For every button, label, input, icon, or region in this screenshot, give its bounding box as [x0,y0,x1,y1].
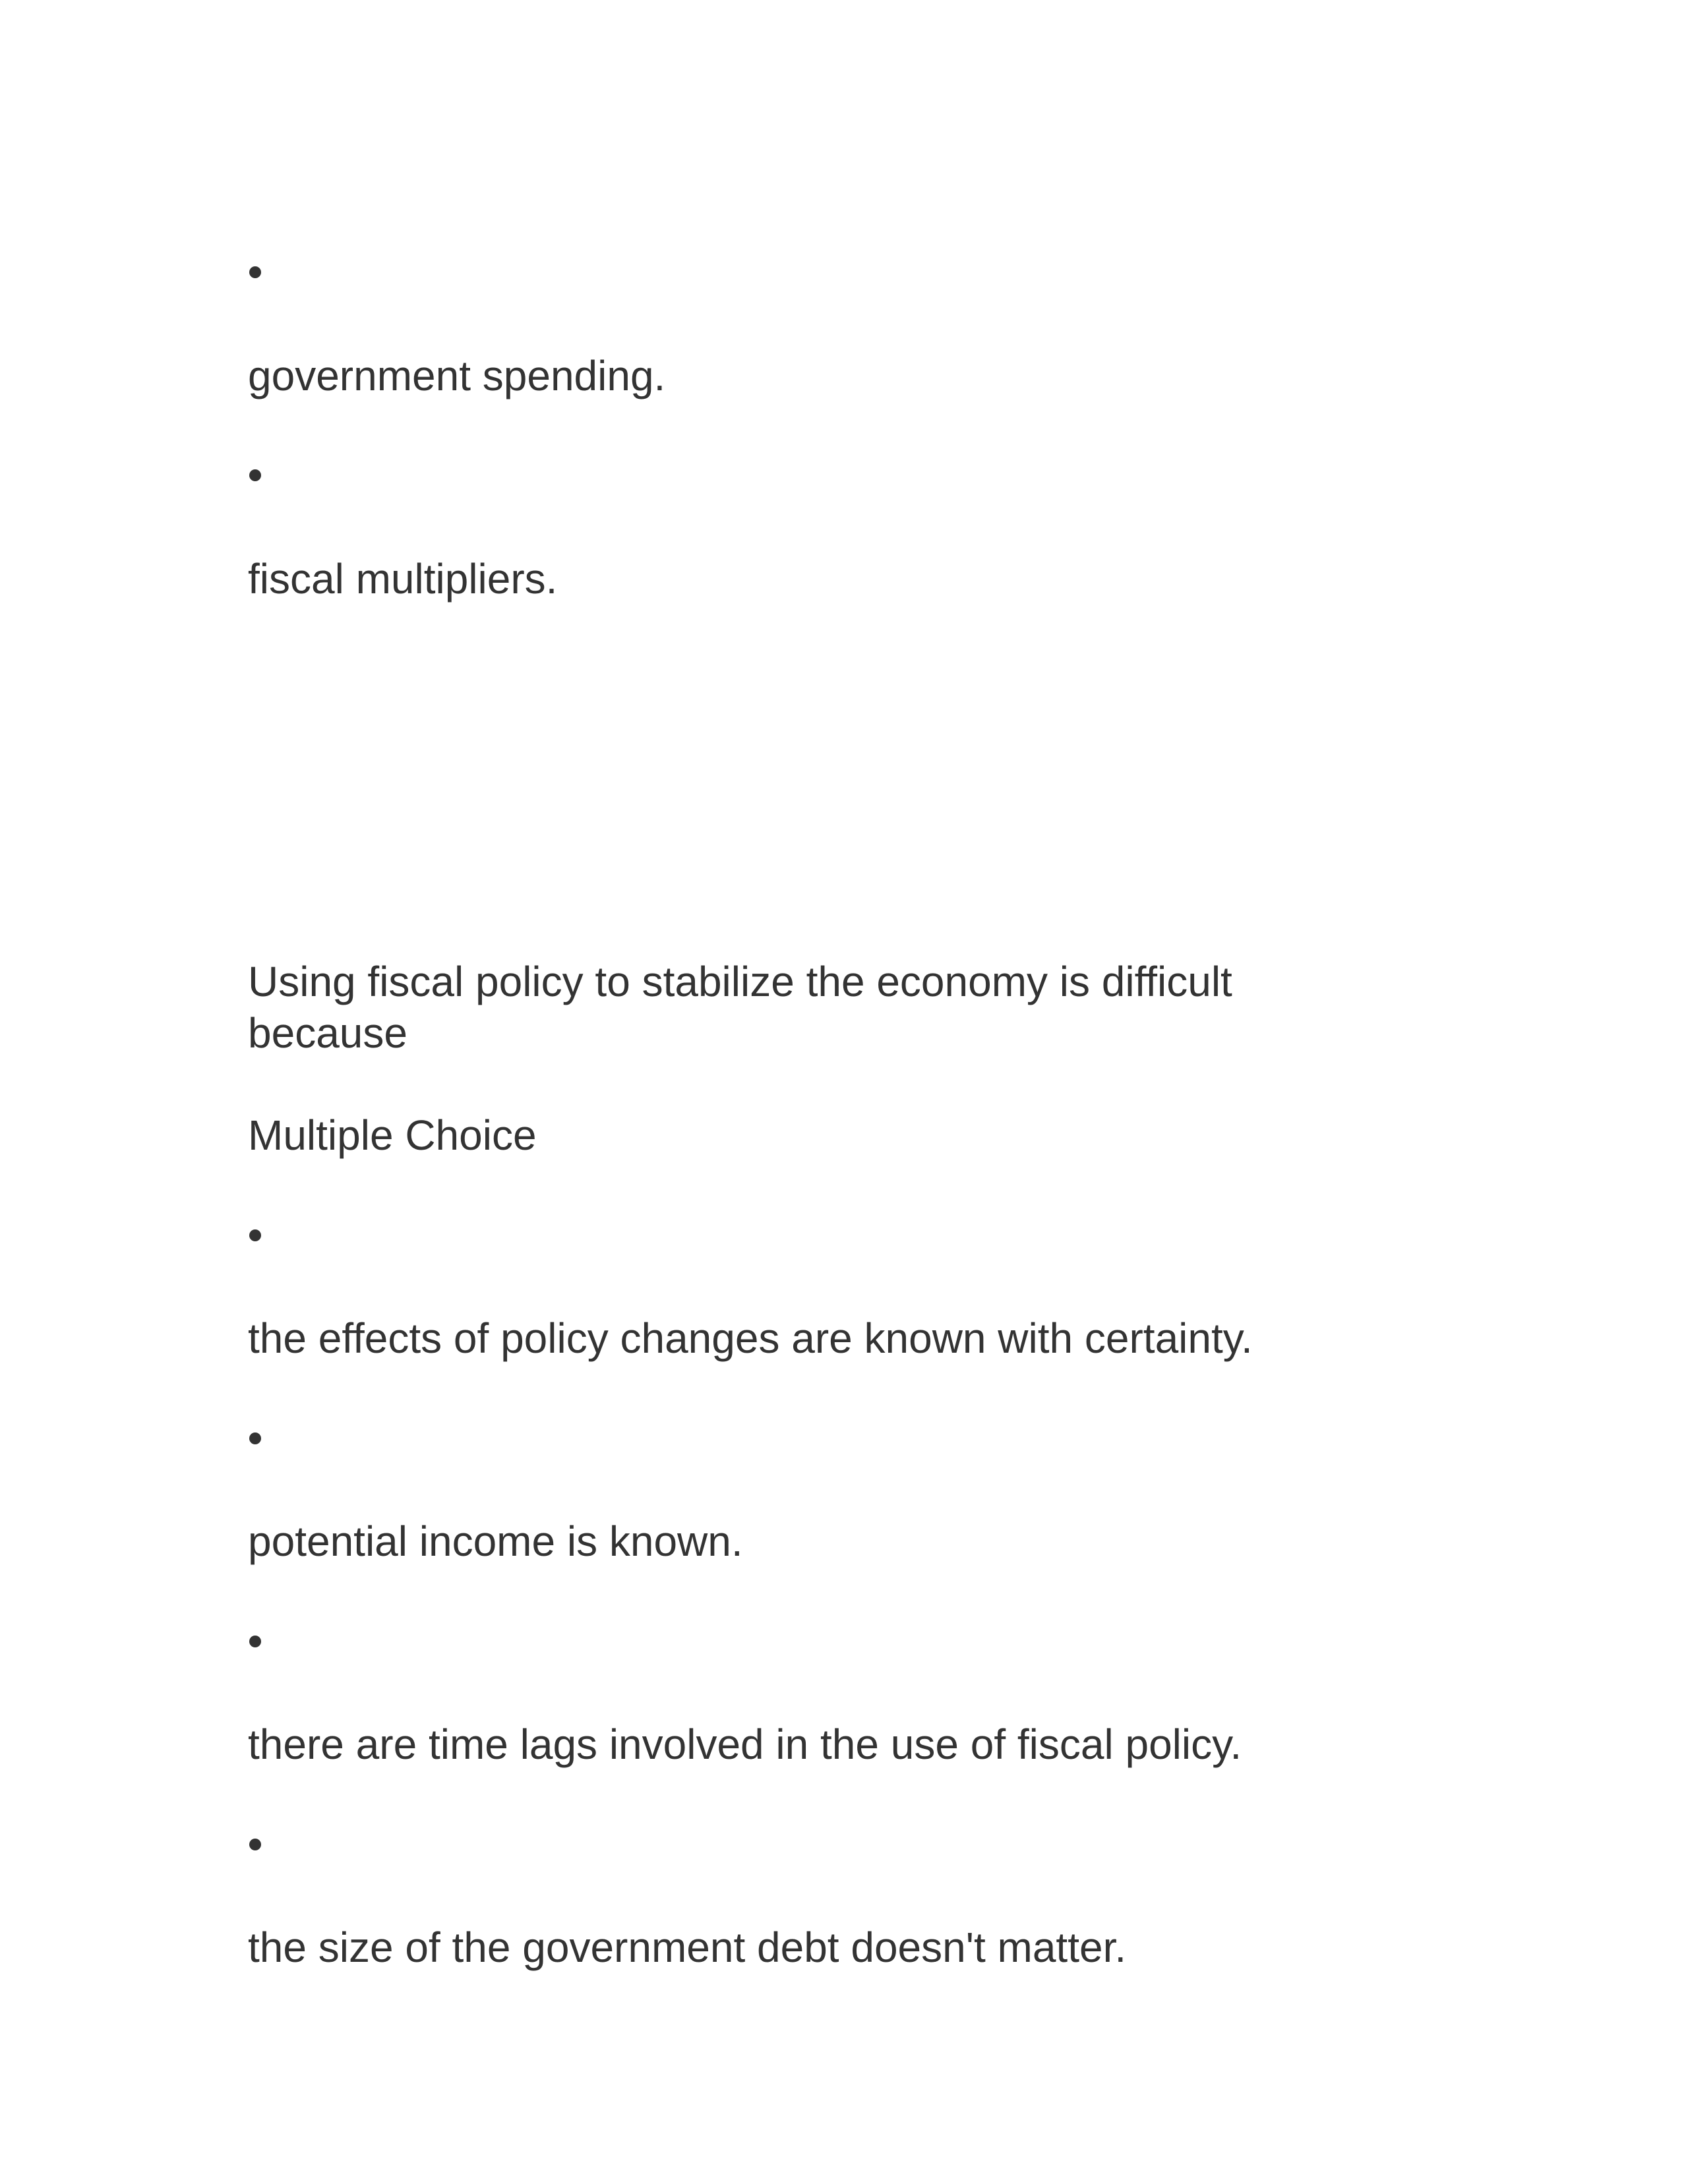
question-prompt: Using fiscal policy to stabilize the economy is difficult because [248,958,1232,1057]
answer-option[interactable]: government spending. [248,352,666,399]
answer-option[interactable]: there are time lags involved in the use of fiscal policy. [248,1721,1242,1768]
answer-option[interactable]: the size of the government debt doesn't matter. [248,1924,1127,1971]
answer-option[interactable]: potential income is known. [248,1518,743,1565]
answer-option[interactable]: fiscal multipliers. [248,555,558,603]
bullet-marker [249,469,261,481]
answer-option[interactable]: the effects of policy changes are known with certainty. [248,1314,1253,1362]
bullet-marker [249,1229,261,1241]
question-type-label: Multiple Choice [248,1111,537,1159]
bullet-marker [249,1839,261,1850]
bullet-marker [249,1636,261,1647]
bullet-marker [249,266,261,278]
bullet-marker [249,1432,261,1444]
